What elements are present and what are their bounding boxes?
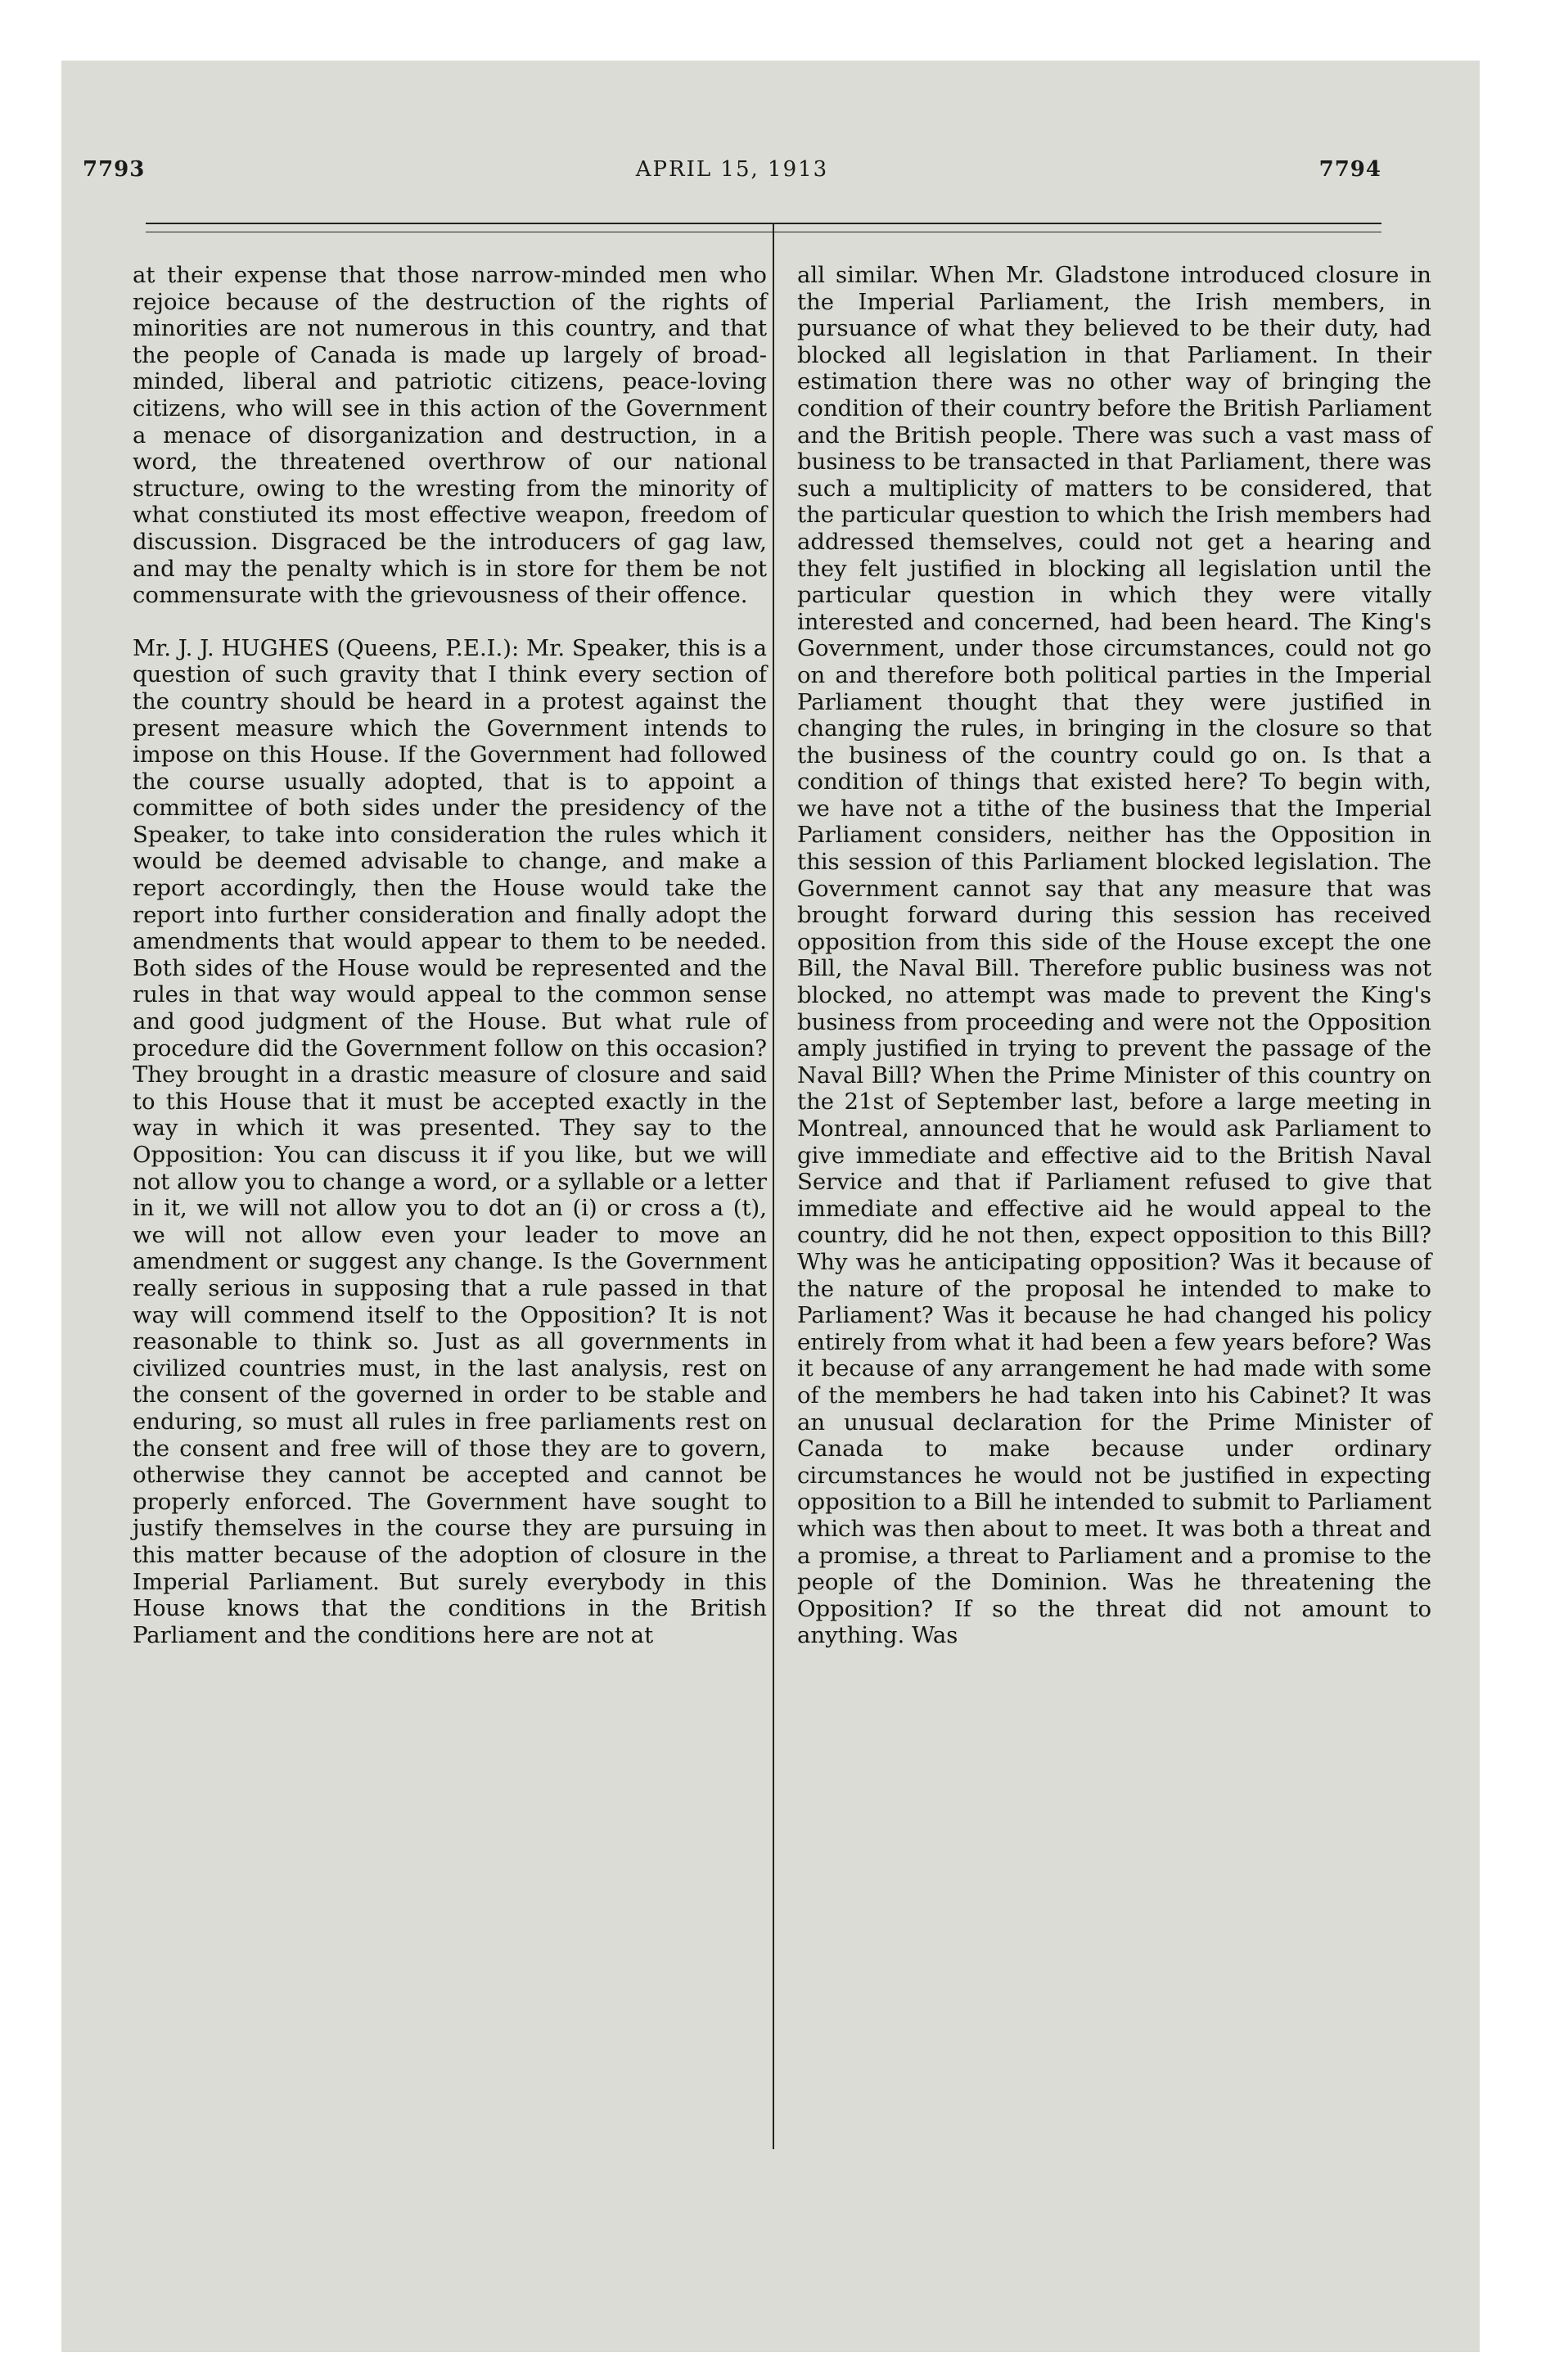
page-date: APRIL 15, 1913 <box>635 157 829 182</box>
paragraph: at their expense that those narrow-minded men who rejoice because of the destruction of the rights of minorities are not numerous in this country, and that the people of Canada is made up largely of broad-minded, liberal and patriotic citizens, peace-loving citizens, who will see in this action of the Government a menace of disorganization and destruction, in a word, the threatened overthrow of our national structure, owing to the wresting from the minority of what constiuted its most effective weapon, freedom of discussion. Disgraced be the introducers of gag law, and may the penalty which is in store for them be not commensurate with the grievousness of their offence. <box>133 262 767 609</box>
paragraph-continued: all similar. When Mr. Gladstone introduced closure in the Imperial Parliament, the Irish members, in pursuance of what they believed to be their duty, had blocked all legislation in that Parliament. In their estimation there was no other way of bringing the condition of their country before the British Parliament and the British people. There was such a vast mass of business to be transacted in that Parliament, there was such a multiplicity of matters to be considered, that the particular question to which the Irish members had addressed themselves, could not get a hearing and they felt justified in blocking all legislation until the particular question in which they were vitally interested and concerned, had been heard. The King's Government, under those circumstances, could not go on and therefore both political parties in the Imperial Parliament thought that they were justified in changing the rules, in bringing in the closure so that the business of the country could go on. Is that a condition of things that existed here? To begin with, we have not a tithe of the business that the Imperial Parliament considers, neither has the Opposition in this session of this Parliament blocked legislation. The Government cannot say that any measure that was brought forward during this session has received opposition from this side of the House except the one Bill, the Naval Bill. Therefore public business was not blocked, no attempt was made to prevent the King's business from proceeding and were not the Opposition amply justified in trying to prevent the passage of the Naval Bill? When the Prime Minister of this country on the 21st of September last, before a large meeting in Montreal, announced that he would ask Parliament to give immediate and effective aid to the British Naval Service and that if Parliament refused to give that immediate and effective aid he would appeal to the country, did he not then, expect opposition to this Bill? Why was he anticipating opposition? Was it because of the nature of the proposal he intended to make to Parliament? Was it because he had changed his policy entirely from what it had been a few years before? Was it because of any arrangement he had made with some of the members he had taken into his Cabinet? It was an unusual declaration for the Prime Minister of Canada to make because under ordinary circumstances he would not be justified in expecting opposition to a Bill he intended to submit to Parliament which was then about to meet. It was both a threat and a promise, a threat to Parliament and a promise to the people of the Dominion. Was he threatening the Opposition? If so the threat did not amount to anything. Was <box>797 262 1431 1649</box>
header-rule-thick <box>146 223 1381 224</box>
left-column <box>133 262 767 1648</box>
column-divider <box>773 224 774 2149</box>
page-header <box>83 157 1381 190</box>
page-number-left: 7793 <box>83 157 146 182</box>
page-number-right: 7794 <box>1318 157 1381 182</box>
paragraph-hughes-speech: Mr. J. J. HUGHES (Queens, P.E.I.): Mr. Speaker, this is a question of such gravity that I think every section of the country should be heard in a protest against the present measure which the Government intends to impose on this House. If the Government had followed the course usually adopted, that is to appoint a committee of both sides under the presidency of the Speaker, to take into consideration the rules which it would be deemed advisable to change, and make a report accordingly, then the House would take the report into further consideration and finally adopt the amendments that would appear to them to be needed. Both sides of the House would be represented and the rules in that way would appeal to the common sense and good judgment of the House. But what rule of procedure did the Government follow on this occasion? They brought in a drastic measure of closure and said to this House that it must be accepted exactly in the way in which it was presented. They say to the Opposition: You can discuss it if you like, but we will not allow you to change a word, or a syllable or a letter in it, we will not allow you to dot an (i) or cross a (t), we will not allow even your leader to move an amendment or suggest any change. Is the Government really serious in supposing that a rule passed in that way will commend itself to the Opposition? It is not reasonable to think so. Just as all governments in civilized countries must, in the last analysis, rest on the consent of the governed in order to be stable and enduring, so must all rules in free parliaments rest on the consent and free will of those they are to govern, otherwise they cannot be accepted and cannot be properly enforced. The Government have sought to justify themselves in the course they are pursuing in this matter because of the adoption of closure in the Imperial Parliament. But surely everybody in this House knows that the conditions in the British Parliament and the conditions here are not at <box>133 634 767 1648</box>
right-column <box>797 262 1431 1649</box>
